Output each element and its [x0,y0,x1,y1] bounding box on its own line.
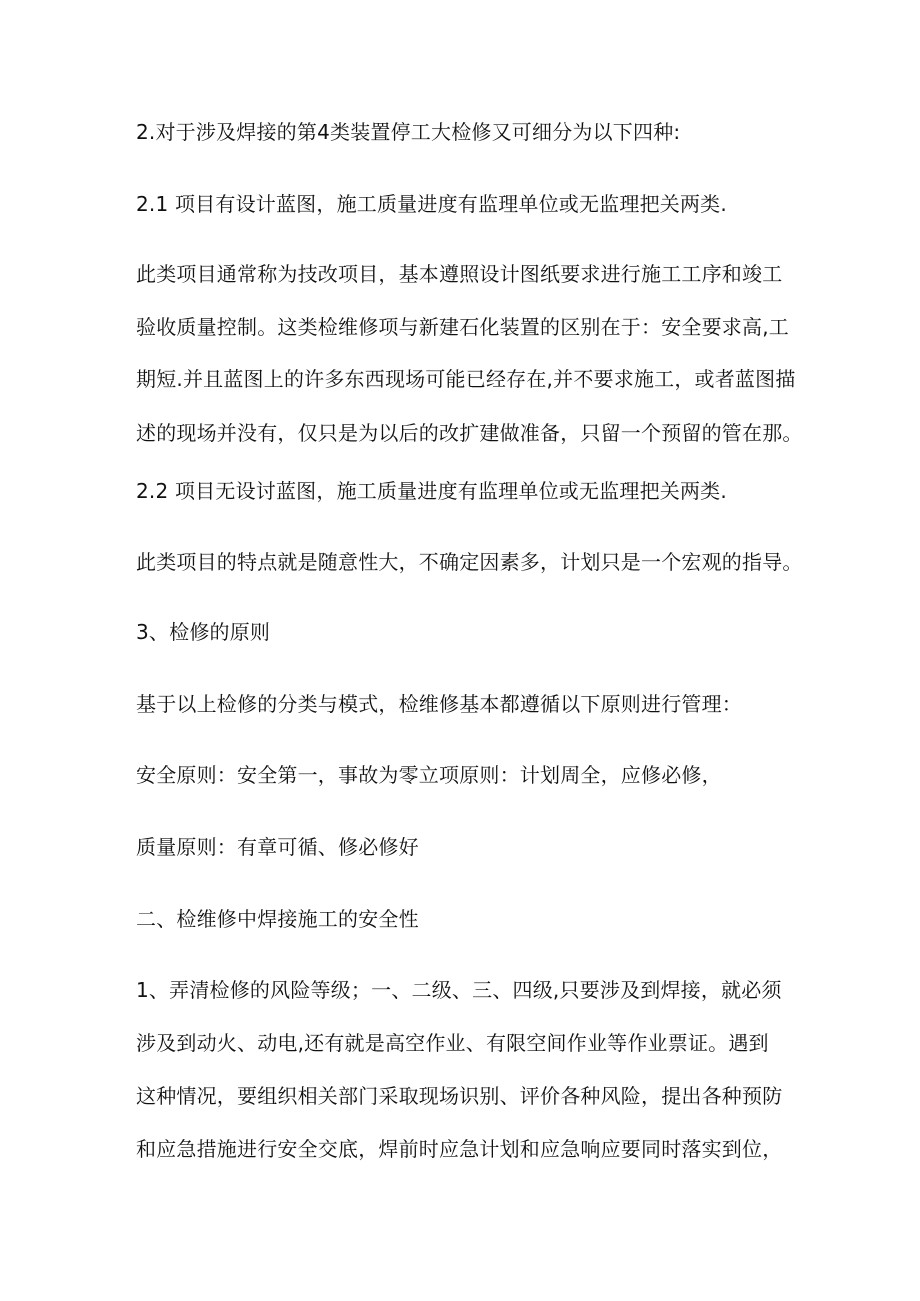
paragraph-line: 此类项目的特点就是随意性大，不确定因素多，计划只是一个宏观的指导。 [136,550,803,574]
heading-2: 2.对于涉及焊接的第4类装置停工大检修又可细分为以下四种: [136,120,681,144]
paragraph-line: 涉及到动火、动电,还有就是高空作业、有限空间作业等作业票证。遇到 [136,1031,769,1055]
heading-2-1: 2.1 项目有设计蓝图，施工质量进度有监理单位或无监理把关两类. [136,192,727,216]
paragraph-line: 此类项目通常称为技改项目，基本遵照设计图纸要求进行施工工序和竣工 [136,262,783,286]
section-heading: 二、检维修中焊接施工的安全性 [136,907,419,931]
paragraph-line: 期短.并且蓝图上的许多东西现场可能已经存在,并不要求施工，或者蓝图描 [136,367,796,391]
paragraph-line: 1、弄清检修的风险等级；一、二级、三、四级,只要涉及到焊接，就必须 [136,978,782,1002]
heading-3: 3、检修的原则 [136,620,271,644]
paragraph-line: 质量原则：有章可循、修必修好 [136,835,419,859]
paragraph-line: 安全原则：安全第一，事故为零立项原则：计划周全，应修必修， [136,763,722,787]
paragraph-line: 述的现场并没有，仅只是为以后的改扩建做准备，只留一个预留的管在那。 [136,421,803,445]
paragraph-line: 验收质量控制。这类检维修项与新建石化装置的区别在于：安全要求高,工 [136,315,789,339]
paragraph-line: 基于以上检修的分类与模式，检维修基本都遵循以下原则进行管理： [136,692,742,716]
paragraph-line: 这种情况，要组织相关部门采取现场识别、评价各种风险，提出各种预防 [136,1084,783,1108]
paragraph-line: 和应急措施进行安全交底，焊前时应急计划和应急响应要同时落实到位， [136,1137,783,1161]
heading-2-2: 2.2 项目无设讨蓝图，施工质量进度有监理单位或无监理把关两类. [136,479,727,503]
